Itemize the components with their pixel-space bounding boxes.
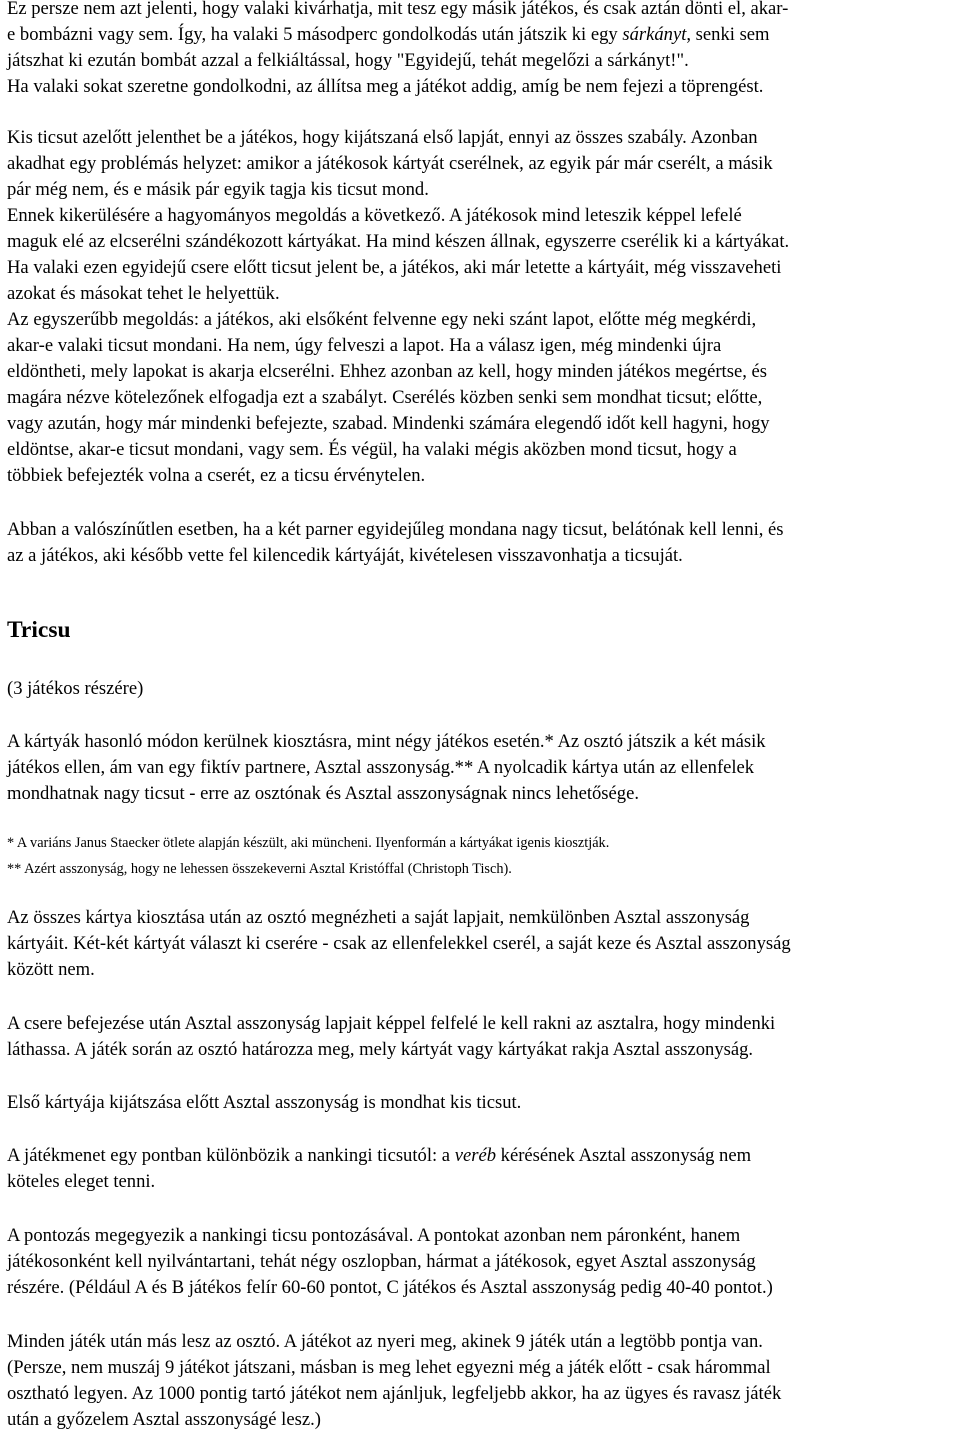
- paragraph-line: többiek befejezték volna a cserét, ez a ticsu érvénytelen.: [7, 465, 426, 486]
- paragraph-line: játszhat ki ezután bombát azzal a felkiáltással, hogy "Egyidejű, tehát megelőzi a sárkányt!".: [7, 50, 689, 71]
- section-heading: Tricsu: [7, 617, 71, 643]
- paragraph-line: láthassa. A játék során az osztó határozza meg, mely kártyát vagy kártyákat rakja Asztal asszonyság.: [7, 1039, 754, 1060]
- paragraph-line: játékos ellen, ám van egy fiktív partnere, Asztal asszonyság.** A nyolcadik kártya után az ellenfelek: [7, 757, 755, 778]
- paragraph-line: azokat és másokat tehet le helyettük.: [7, 283, 280, 304]
- paragraph-line: után a győzelem Asztal asszonyságé lesz.): [7, 1409, 321, 1430]
- paragraph-line: Az összes kártya kiosztása után az osztó megnézheti a saját lapjait, nemkülönben Asztal asszonyság: [7, 907, 750, 928]
- paragraph-line: Első kártyája kijátszása előtt Asztal asszonyság is mondhat kis ticsut.: [7, 1092, 522, 1113]
- text-run: A játékmenet egy pontban különbözik a nankingi ticsutól: a: [7, 1145, 455, 1166]
- paragraph-line: Abban a valószínűtlen esetben, ha a két parner egyidejűleg mondana nagy ticsut, belátónak kell lenni, és: [7, 519, 784, 540]
- paragraph-line: mondhatnak nagy ticsut - erre az osztónak és Asztal asszonyságnak nincs lehetősége.: [7, 783, 639, 804]
- paragraph-line: Az egyszerűbb megoldás: a játékos, aki elsőként felvenne egy neki szánt lapot, előtte még megkérdi,: [7, 309, 757, 330]
- emphasis-text: sárkányt: [622, 24, 687, 45]
- emphasis-text: veréb: [454, 1145, 496, 1166]
- paragraph-line: akadhat egy problémás helyzet: amikor a játékosok kártyát cserélnek, az egyik pár már cserélt, a másik: [7, 153, 773, 174]
- paragraph-line: Ez persze nem azt jelenti, hogy valaki kivárhatja, mit tesz egy másik játékos, és csak aztán dönti el, akar-: [7, 0, 789, 19]
- paragraph-line: A csere befejezése után Asztal asszonyság lapjait képpel felfelé le kell rakni az asztalra, hogy mindenki: [7, 1013, 776, 1034]
- paragraph-line: maguk elé az elcserélni szándékozott kártyákat. Ha mind készen állnak, egyszerre cserélik ki a kártyákat.: [7, 231, 790, 252]
- footnote: * A variáns Janus Staecker ötlete alapján készült, aki müncheni. Ilyenformán a kártyákat igenis kiosztják.: [7, 835, 610, 851]
- paragraph-line: A kártyák hasonló módon kerülnek kiosztásra, mint négy játékos esetén.* Az osztó játszik a két másik: [7, 731, 766, 752]
- paragraph-line: (Persze, nem muszáj 9 játékot játszani, másban is meg lehet egyezni még a játék előtt - csak hárommal: [7, 1357, 771, 1378]
- paragraph-line: Minden játék után más lesz az osztó. A játékot az nyeri meg, akinek 9 játék után a legtöbb pontja van.: [7, 1331, 763, 1352]
- paragraph-line: osztható legyen. Az 1000 pontig tartó játékot nem ajánljuk, legfeljebb akkor, ha az ügyes és ravasz játék: [7, 1383, 782, 1404]
- text-run: , senki sem: [686, 24, 770, 45]
- paragraph-line: [7, 1143, 751, 1169]
- paragraph-line: az a játékos, aki később vette fel kilencedik kártyáját, kivételesen visszavonhatja a ticsuját.: [7, 545, 683, 566]
- paragraph-line: Ha valaki sokat szeretne gondolkodni, az állítsa meg a játékot addig, amíg be nem fejezi a töprengést.: [7, 76, 764, 97]
- paragraph-line: játékosonként kell nyilvántartani, tehát négy oszlopban, hármat a játékosok, egyet Asztal asszonyság: [7, 1251, 756, 1272]
- paragraph-line: Ha valaki ezen egyidejű csere előtt ticsut jelent be, a játékos, aki már letette a kártyáit, még visszaveheti: [7, 257, 782, 278]
- paragraph-line: részére. (Például A és B játékos felír 60-60 pontot, C játékos és Asztal asszonyság pedig 40-40 pontot.): [7, 1277, 773, 1298]
- paragraph-line: Kis ticsut azelőtt jelenthet be a játékos, hogy kijátszaná első lapját, ennyi az összes szabály. Azonban: [7, 127, 758, 148]
- paragraph-line: eldöntheti, mely lapokat is akarja elcserélni. Ehhez azonban az kell, hogy minden játékos megértse, és: [7, 361, 768, 382]
- paragraph-line: között nem.: [7, 959, 95, 980]
- text-run: e bombázni vagy sem. Így, ha valaki 5 másodperc gondolkodás után játszik ki egy: [7, 24, 623, 45]
- paragraph-line: akar-e valaki ticsut mondani. Ha nem, úgy felveszi a lapot. Ha a válasz igen, még mindenki újra: [7, 335, 722, 356]
- text-run: kérésének Asztal asszonyság nem: [496, 1145, 752, 1166]
- paragraph-line: kártyáit. Két-két kártyát választ ki cserére - csak az ellenfelekkel cserél, a saját keze és Asztal asszonyság: [7, 933, 791, 954]
- paragraph-line: eldöntse, akar-e ticsut mondani, vagy sem. És végül, ha valaki mégis aközben mond ticsut, hogy a: [7, 439, 737, 460]
- paragraph-line: magára nézve kötelezőnek elfogadja ezt a szabályt. Cserélés közben senki sem mondhat ticsut; előtte,: [7, 387, 763, 408]
- paragraph-line: pár még nem, és e másik pár egyik tagja kis ticsut mond.: [7, 179, 429, 200]
- paragraph-line: A pontozás megegyezik a nankingi ticsu pontozásával. A pontokat azonban nem páronként, hanem: [7, 1225, 741, 1246]
- section-subheading: (3 játékos részére): [7, 678, 144, 699]
- footnote: ** Azért asszonyság, hogy ne lehessen összekeverni Asztal Kristóffal (Christoph Tisch).: [7, 861, 512, 877]
- paragraph-line: köteles eleget tenni.: [7, 1171, 156, 1192]
- paragraph-line: Ennek kikerülésére a hagyományos megoldás a következő. A játékosok mind leteszik képpel lefelé: [7, 205, 742, 226]
- paragraph-line: vagy azután, hogy már mindenki befejezte, szabad. Mindenki számára elegendő időt kell hagyni, hogy: [7, 413, 770, 434]
- paragraph-line: [7, 22, 770, 48]
